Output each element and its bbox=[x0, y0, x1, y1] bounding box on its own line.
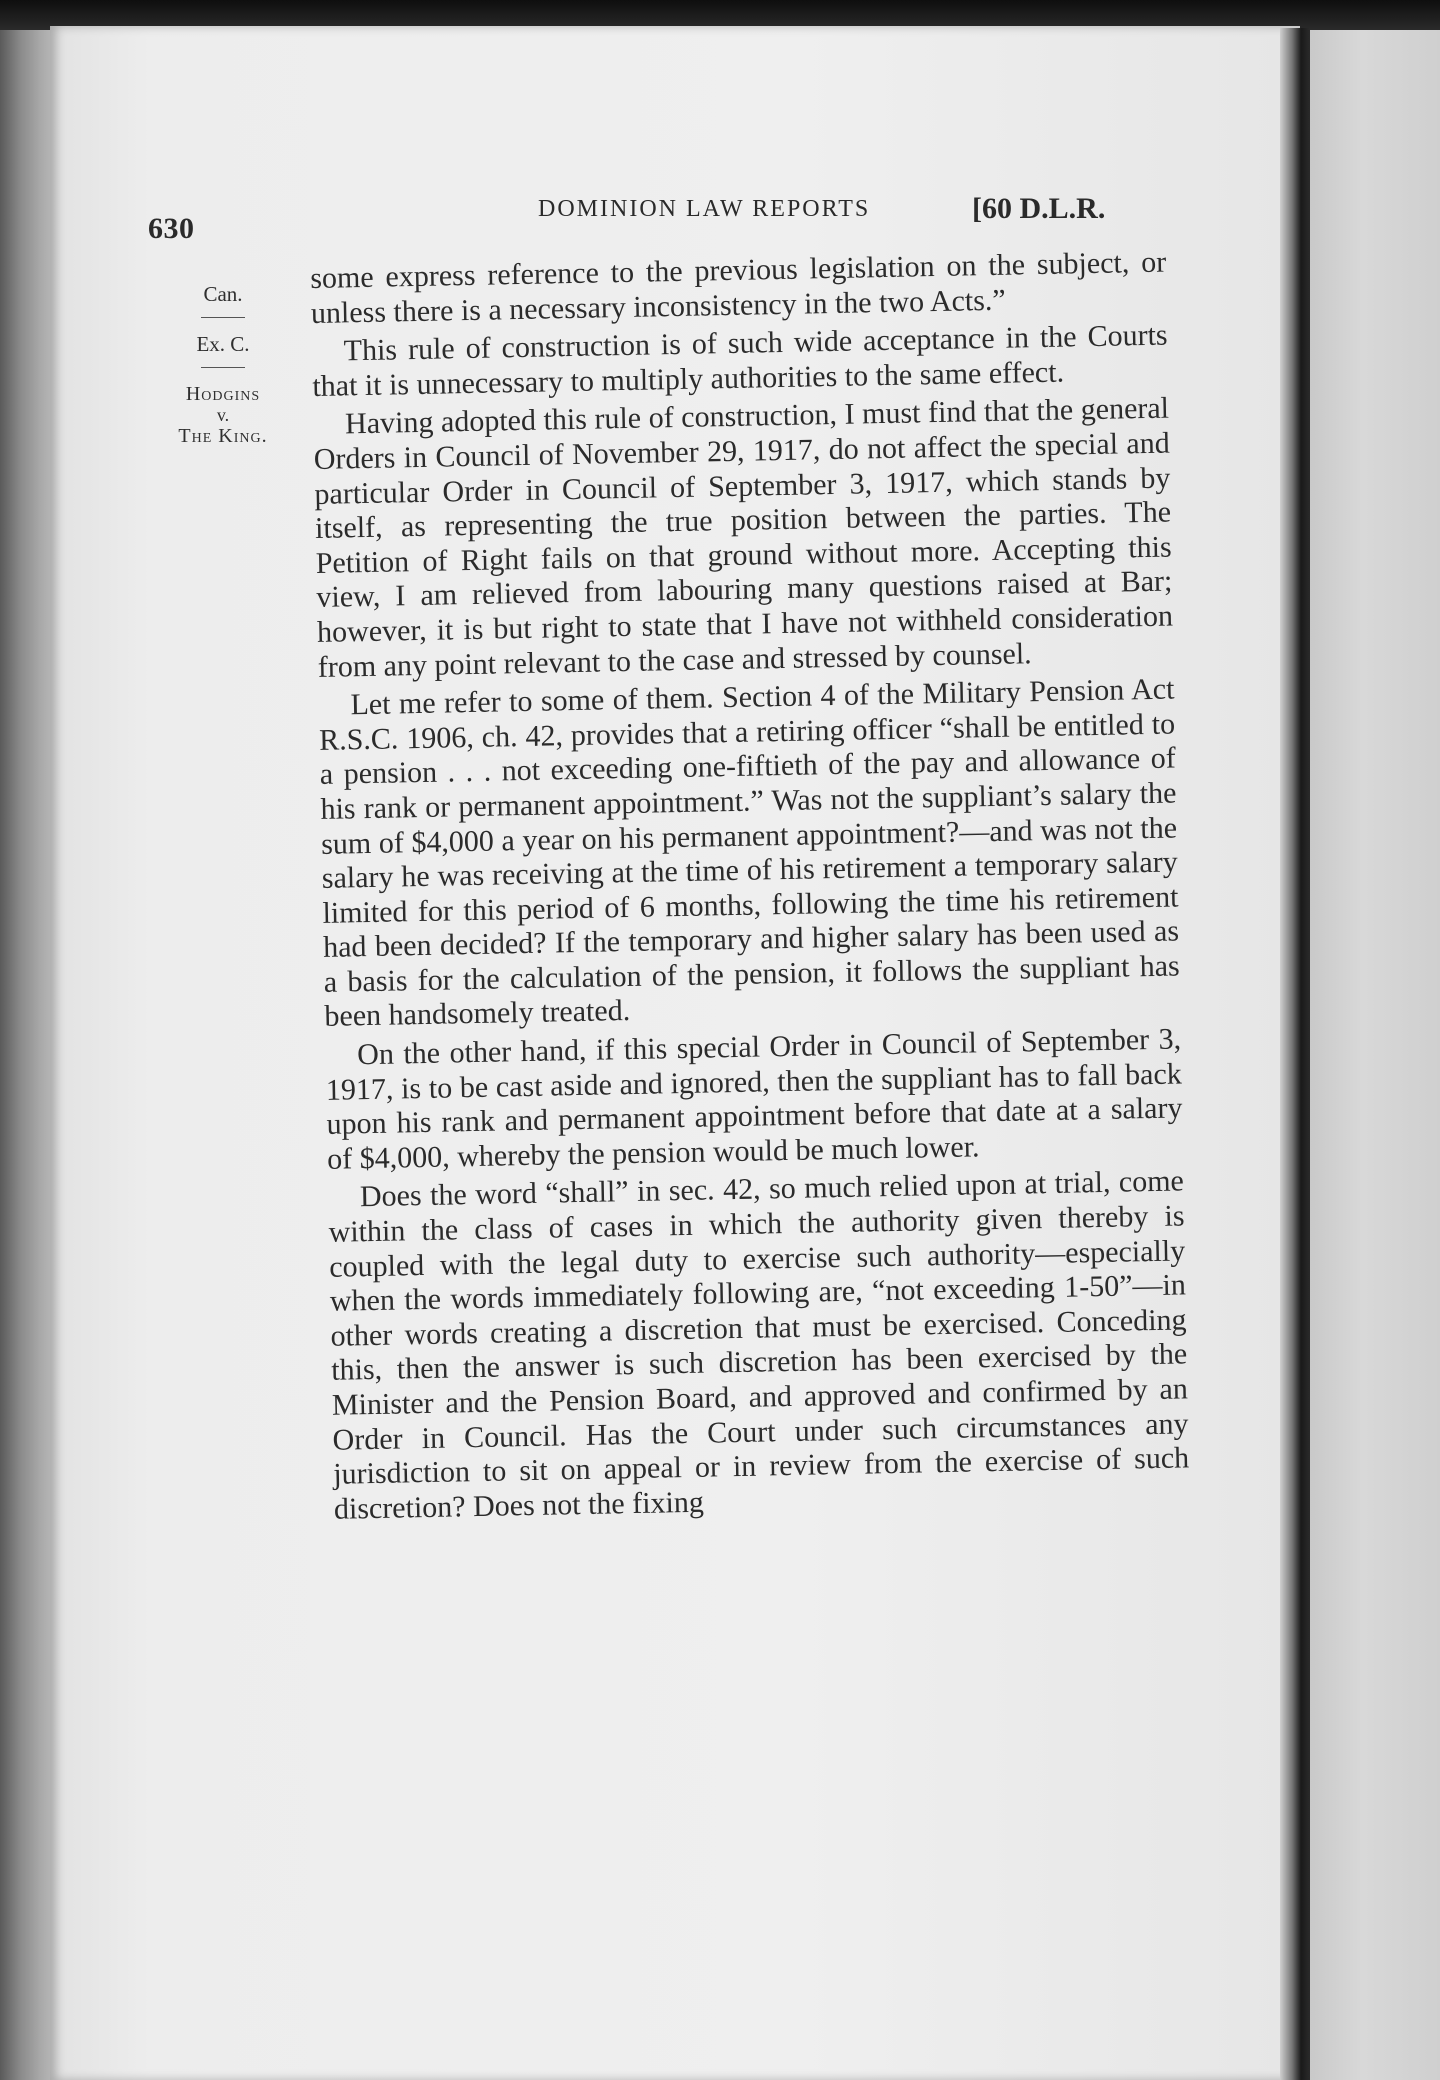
page-gutter bbox=[1280, 28, 1310, 2080]
paragraph: some express reference to the previous legislation on the subject, or unless there is a necessary inconsistency in the two Acts.” bbox=[310, 245, 1167, 330]
paragraph: Having adopted this rule of construction, I must find that the general Orders in Council of November 29, 1917, do not affect the special and particular Order in Council of September 3, 1917, which stands by itself, as representing the true position between the parties. The Petition of Right fails on that ground without more. Accepting this view, I am relieved from labouring many questions raised at Bar; however, it is but right to state that I have not withheld consideration from any point relevant to the case and stressed by counsel. bbox=[313, 391, 1174, 684]
paragraph: On the other hand, if this special Order in Council of September 3, 1917, is to be cast aside and ignored, then the suppliant has to fall back upon his rank and permanent appointment before that date at a salary of $4,000, whereby the pension would be much lower. bbox=[325, 1022, 1183, 1176]
facing-page-edge bbox=[1310, 30, 1440, 2080]
margin-divider bbox=[201, 367, 245, 368]
paragraph: This rule of construction is of such wide acceptance in the Courts that it is unnecessary to multiply authorities to the same effect. bbox=[312, 318, 1168, 403]
journal-title: DOMINION LAW REPORTS bbox=[538, 196, 871, 222]
running-head bbox=[0, 188, 1440, 245]
paragraph: Does the word “shall” in sec. 42, so much relied upon at trial, come within the class of cases in which the authority given thereby is coupled with the legal duty to exercise such authority—especially when the words immediately following are, “not exceeding 1-50”—in other words creating a discretion that must be exercised. Conceding this, then the answer is such discretion has been exercised by the Minister and the Pension Board, and approved and confirmed by an Order in Council. Has the Court under such circumstances any jurisdiction to sit on appeal or in review from the exercise of such discretion? Does not the fixing bbox=[328, 1164, 1190, 1526]
margin-divider bbox=[201, 317, 245, 318]
margin-division: Ex. C. bbox=[196, 332, 250, 357]
paragraph: Let me refer to some of them. Section 4 of the Military Pension Act R.S.C. 1906, ch. 42, provides that a retiring officer “shall be entitled to a pension . . . not exceeding one-fiftieth of the pay and allowance of his rank or permanent appointment.” Was not the suppliant’s salary the sum of $4,000 a year on his permanent appointment?—and was not the salary he was receiving at the time of his retirement a temporary salary limited for this period of 6 months, following the time his retirement had been decided? If the temporary and higher salary has been used as a basis for the calculation of the pension, it follows the suppliant has been handsomely treated. bbox=[318, 672, 1180, 1034]
margin-versus: v. bbox=[216, 405, 230, 426]
margin-party-plaintiff: Hodgins bbox=[185, 383, 261, 406]
margin-notes bbox=[148, 282, 298, 448]
margin-party-defendant: The King. bbox=[178, 425, 268, 448]
body-text bbox=[310, 246, 1190, 1532]
margin-court: Can. bbox=[203, 282, 243, 306]
page-number: 630 bbox=[148, 212, 195, 245]
volume-reference: [60 D.L.R. bbox=[972, 192, 1106, 225]
